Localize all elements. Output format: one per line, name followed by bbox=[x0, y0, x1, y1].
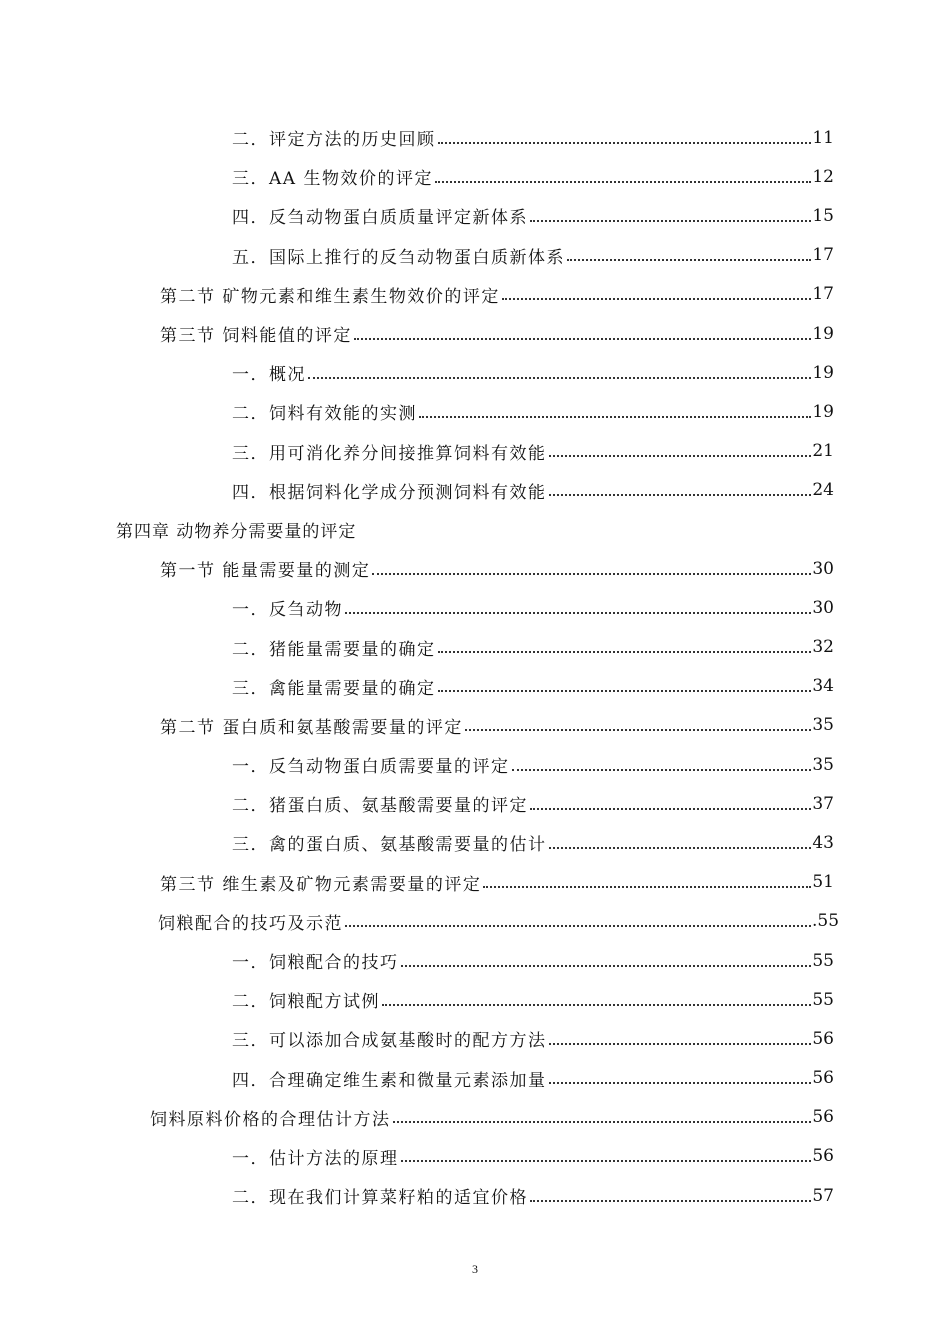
toc-entry-page: 12 bbox=[812, 166, 834, 187]
toc-entry-label: 二．现在我们计算菜籽粕的适宜价格 bbox=[232, 1188, 528, 1209]
dot-leader bbox=[438, 651, 812, 653]
dot-leader bbox=[372, 573, 811, 575]
toc-entry-label: 一．饲粮配合的技巧 bbox=[232, 953, 399, 974]
toc-entry-label: 二．饲粮配方试例 bbox=[232, 992, 380, 1013]
toc-entry bbox=[0, 1137, 950, 1176]
dot-leader bbox=[435, 181, 811, 183]
toc-entry bbox=[0, 863, 950, 902]
dot-leader bbox=[530, 220, 811, 222]
toc-entry bbox=[0, 667, 950, 706]
toc-entry-page: 35 bbox=[812, 715, 834, 736]
dot-leader bbox=[438, 690, 812, 692]
dot-leader bbox=[401, 965, 812, 967]
toc-entry-label: 饲粮配合的技巧及示范 bbox=[158, 913, 343, 934]
toc-entry-label: 三．禽的蛋白质、氨基酸需要量的估计 bbox=[232, 835, 547, 856]
dot-leader bbox=[345, 925, 811, 927]
toc-entry-page: 30 bbox=[812, 597, 834, 618]
toc-entry bbox=[0, 432, 950, 471]
toc-entry bbox=[0, 823, 950, 862]
toc-entry-label: 第三节 维生素及矿物元素需要量的评定 bbox=[160, 874, 482, 895]
dot-leader bbox=[512, 769, 812, 771]
toc-entry-page: 21 bbox=[812, 441, 834, 462]
dot-leader bbox=[549, 847, 812, 849]
toc-entry bbox=[0, 275, 950, 314]
toc-entry bbox=[0, 1019, 950, 1058]
toc-entry-label: 三．AA 生物效价的评定 bbox=[232, 169, 433, 190]
dot-leader bbox=[549, 1082, 812, 1084]
toc-entry bbox=[0, 118, 950, 157]
toc-entry-label: 二．猪能量需要量的确定 bbox=[232, 639, 436, 660]
toc-entry bbox=[0, 549, 950, 588]
toc-entry-page: 15 bbox=[812, 205, 834, 226]
toc-entry bbox=[0, 980, 950, 1019]
toc-entry-page: 35 bbox=[812, 754, 834, 775]
toc-entry-label: 四．合理确定维生素和微量元素添加量 bbox=[232, 1070, 547, 1091]
toc-entry-label: 三．禽能量需要量的确定 bbox=[232, 678, 436, 699]
dot-leader bbox=[419, 416, 811, 418]
toc-entry-label: 一．反刍动物蛋白质需要量的评定 bbox=[232, 757, 510, 778]
toc-entry-label: 第四章 动物养分需要量的评定 bbox=[116, 521, 357, 542]
toc-entry bbox=[0, 902, 950, 941]
toc-entry bbox=[0, 745, 950, 784]
toc-entry-label: 第一节 能量需要量的测定 bbox=[160, 561, 371, 582]
toc-entry-label: 四．根据饲料化学成分预测饲料有效能 bbox=[232, 482, 547, 503]
toc-entry bbox=[0, 157, 950, 196]
dot-leader bbox=[438, 142, 812, 144]
toc-entry-page: .55 bbox=[812, 911, 840, 932]
toc-entry-label: 第二节 蛋白质和氨基酸需要量的评定 bbox=[160, 717, 463, 738]
toc-entry-page: 19 bbox=[812, 401, 834, 422]
dot-leader bbox=[465, 729, 811, 731]
toc-entry bbox=[0, 588, 950, 627]
toc-entry-page: 37 bbox=[812, 793, 834, 814]
dot-leader bbox=[567, 259, 811, 261]
dot-leader bbox=[345, 612, 811, 614]
toc-entry-page: 56 bbox=[812, 1146, 834, 1167]
toc-entry-page: 11 bbox=[812, 127, 834, 148]
toc-entry-label: 三．可以添加合成氨基酸时的配方方法 bbox=[232, 1031, 547, 1052]
toc-entry bbox=[0, 627, 950, 666]
dot-leader bbox=[549, 455, 812, 457]
toc-entry-page: 56 bbox=[812, 1107, 834, 1128]
toc-entry-label: 二．猪蛋白质、氨基酸需要量的评定 bbox=[232, 796, 528, 817]
page-number: 3 bbox=[472, 1262, 478, 1276]
toc-entry-label: 二．评定方法的历史回顾 bbox=[232, 130, 436, 151]
toc-entry-page: 17 bbox=[812, 245, 834, 266]
toc-entry-label: 第三节 饲料能值的评定 bbox=[160, 326, 352, 347]
dot-leader bbox=[549, 1043, 812, 1045]
table-of-contents bbox=[0, 118, 950, 1215]
toc-entry-page: 30 bbox=[812, 558, 834, 579]
toc-entry bbox=[0, 1059, 950, 1098]
dot-leader bbox=[382, 1004, 811, 1006]
dot-leader bbox=[308, 377, 811, 379]
toc-entry bbox=[0, 706, 950, 745]
dot-leader bbox=[401, 1160, 812, 1162]
toc-entry-page: 32 bbox=[812, 637, 834, 658]
dot-leader bbox=[530, 1200, 811, 1202]
dot-leader bbox=[393, 1121, 812, 1123]
toc-entry-label: 一．概况 bbox=[232, 365, 306, 386]
toc-entry-page: 56 bbox=[812, 1068, 834, 1089]
toc-entry-label: 一．反刍动物 bbox=[232, 600, 343, 621]
toc-entry-label: 二．饲料有效能的实测 bbox=[232, 404, 417, 425]
toc-entry-page: 43 bbox=[812, 832, 834, 853]
toc-entry bbox=[0, 314, 950, 353]
toc-entry bbox=[0, 236, 950, 275]
toc-entry bbox=[0, 392, 950, 431]
toc-entry-page: 51 bbox=[812, 872, 834, 893]
toc-entry-page: 55 bbox=[812, 950, 834, 971]
chapter-heading bbox=[0, 510, 950, 549]
toc-entry-label: 五．国际上推行的反刍动物蛋白质新体系 bbox=[232, 247, 565, 268]
dot-leader bbox=[549, 494, 812, 496]
toc-entry-page: 17 bbox=[812, 284, 834, 305]
toc-entry bbox=[0, 941, 950, 980]
toc-entry bbox=[0, 1098, 950, 1137]
toc-entry-label: 一．估计方法的原理 bbox=[232, 1148, 399, 1169]
dot-leader bbox=[530, 808, 811, 810]
toc-entry-page: 55 bbox=[812, 989, 834, 1010]
toc-entry-page: 19 bbox=[812, 362, 834, 383]
toc-entry-label: 三．用可消化养分间接推算饲料有效能 bbox=[232, 443, 547, 464]
dot-leader bbox=[354, 338, 811, 340]
dot-leader bbox=[502, 298, 811, 300]
toc-entry bbox=[0, 471, 950, 510]
toc-entry-page: 24 bbox=[812, 480, 834, 501]
toc-entry bbox=[0, 784, 950, 823]
toc-entry-label: 四．反刍动物蛋白质质量评定新体系 bbox=[232, 208, 528, 229]
toc-entry-label: 饲料原料价格的合理估计方法 bbox=[150, 1109, 391, 1130]
toc-entry-label: 第二节 矿物元素和维生素生物效价的评定 bbox=[160, 286, 500, 307]
toc-entry bbox=[0, 196, 950, 235]
toc-entry-page: 56 bbox=[812, 1028, 834, 1049]
toc-entry bbox=[0, 1176, 950, 1215]
dot-leader bbox=[483, 886, 811, 888]
toc-entry-page: 57 bbox=[812, 1185, 834, 1206]
toc-entry-page: 34 bbox=[812, 676, 834, 697]
toc-entry bbox=[0, 353, 950, 392]
toc-entry-page: 19 bbox=[812, 323, 834, 344]
